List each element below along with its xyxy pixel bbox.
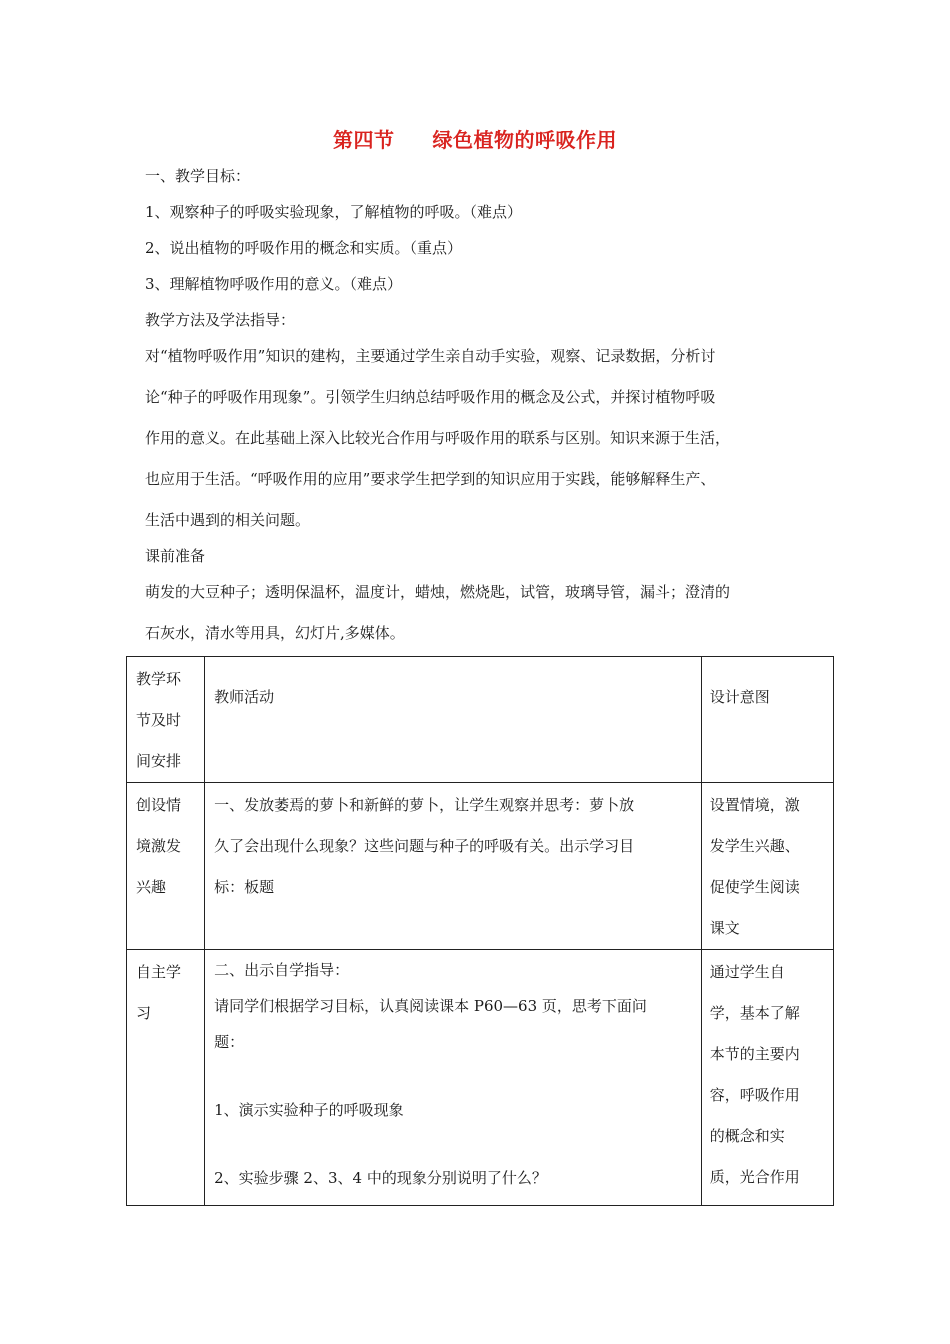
prep-heading: 课前准备 [145,547,206,565]
intent-line: 质，光合作用 [709,1168,800,1186]
lesson-plan-table [126,656,834,1206]
methods-line-5: 生活中遇到的相关问题。 [145,511,311,529]
stage-line: 习 [136,1004,152,1022]
objective-2: 2、说出植物的呼吸作用的概念和实质。（重点） [145,239,463,257]
intent-line: 本节的主要内 [709,1045,800,1063]
activity-line: 久了会出现什么现象？这些问题与种子的呼吸有关。出示学习目 [214,837,635,855]
methods-line-3: 作用的意义。在此基础上深入比较光合作用与呼吸作用的联系与区别。知识来源于生活， [145,429,731,447]
header-stage-line: 节及时 [136,711,182,729]
methods-heading: 教学方法及学法指导： [145,311,296,329]
activity-question-1: 1、演示实验种子的呼吸现象 [214,1101,404,1119]
intent-line: 学，基本了解 [709,1004,800,1022]
activity-intro: 二、出示自学指导： [214,961,350,979]
title-section: 第四节 [333,128,395,152]
table-row [127,783,834,950]
table-row [127,950,834,1206]
prep-line-1: 萌发的大豆种子；透明保温杯，温度计，蜡烛，燃烧匙，试管，玻璃导管，漏斗；澄清的 [145,583,731,601]
intent-line: 课文 [709,919,740,937]
methods-line-2: 论“种子的呼吸作用现象”。引领学生归纳总结呼吸作用的概念及公式，并探讨植物呼吸 [145,388,716,406]
activity-line: 题： [214,1033,245,1051]
stage-line: 自主学 [136,963,182,981]
intent-line: 促使学生阅读 [709,878,800,896]
header-stage-line: 教学环 [136,670,182,688]
objective-1: 1、观察种子的呼吸实验现象，了解植物的呼吸。（难点） [145,203,523,221]
activity-cell [205,783,702,950]
header-activity-cell [205,657,702,783]
stage-cell [127,783,205,950]
intent-line: 的概念和实 [709,1127,785,1145]
header-activity-label: 教师活动 [214,688,275,706]
activity-line: 请同学们根据学习目标，认真阅读课本 P60—63 页，思考下面问 [214,997,647,1015]
page-title [0,124,950,153]
intent-line: 发学生兴趣、 [709,837,800,855]
activity-cell [205,950,702,1206]
intent-line: 设置情境，激 [709,796,800,814]
title-topic: 绿色植物的呼吸作用 [432,128,617,152]
activity-line: 一、发放萎焉的萝卜和新鲜的萝卜，让学生观察并思考：萝卜放 [214,796,635,814]
stage-line: 境激发 [136,837,182,855]
intent-line: 容，呼吸作用 [709,1086,800,1104]
stage-line: 创设情 [136,796,182,814]
header-stage-cell [127,657,205,783]
stage-line: 兴趣 [136,878,167,896]
header-intent-label: 设计意图 [709,688,770,706]
header-stage-line: 间安排 [136,752,182,770]
activity-line: 标：板题 [214,878,275,896]
prep-line-2: 石灰水，清水等用具，幻灯片,多媒体。 [145,624,405,642]
objectives-heading: 一、教学目标： [145,167,251,185]
stage-cell [127,950,205,1206]
objective-3: 3、理解植物呼吸作用的意义。（难点） [145,275,403,293]
table-header-row [127,657,834,783]
intent-cell [701,950,833,1206]
intent-line: 通过学生自 [709,963,785,981]
header-intent-cell [701,657,833,783]
methods-line-4: 也应用于生活。“呼吸作用的应用”要求学生把学到的知识应用于实践，能够解释生产、 [145,470,716,488]
activity-question-2: 2、实验步骤 2、3、4 中的现象分别说明了什么？ [214,1169,547,1187]
methods-line-1: 对“植物呼吸作用”知识的建构，主要通过学生亲自动手实验，观察、记录数据，分析讨 [145,347,716,365]
intent-cell [701,783,833,950]
